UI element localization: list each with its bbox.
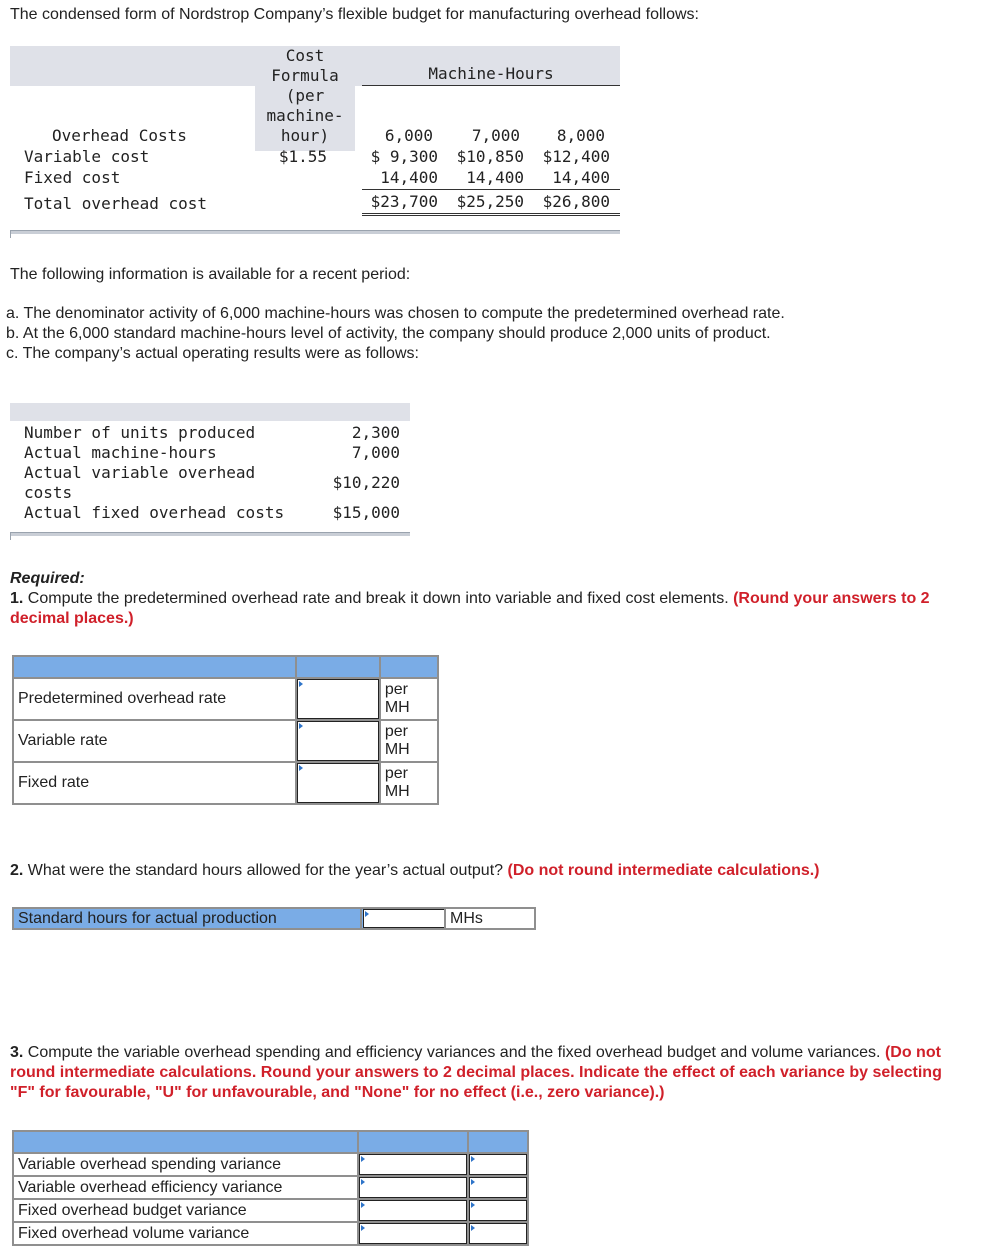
variable-rate-unit: per MH <box>380 720 438 762</box>
table-divider <box>10 230 620 234</box>
fixed-cost-8000: 14,400 <box>552 168 610 187</box>
standard-hours-unit: MHs <box>450 910 483 927</box>
total-overhead-label: Total overhead cost <box>24 194 208 213</box>
activity-7000: 7,000 <box>471 126 520 145</box>
variable-cost-6000: $ 9,300 <box>370 147 438 166</box>
standard-hours-input[interactable] <box>363 909 445 928</box>
total-overhead-7000: $25,250 <box>456 192 524 211</box>
standard-hours-label: Standard hours for actual production <box>14 909 364 928</box>
fixed-cost-7000: 14,400 <box>466 168 524 187</box>
fo-volume-amount-input[interactable] <box>359 1223 467 1244</box>
actual-variable-overhead-label: Actual variable overhead <box>24 463 256 482</box>
actual-divider <box>10 532 410 536</box>
vo-spending-amount-input[interactable] <box>359 1154 467 1175</box>
units-produced-label: Number of units produced <box>24 423 256 442</box>
predetermined-rate-unit: per MH <box>380 678 438 720</box>
q1-text: 1. Compute the predetermined overhead rate and break it down into variable and fixed cost elements. (Round your answers to 2 decimal places.) <box>10 590 930 627</box>
fixed-cost-6000: 14,400 <box>380 168 438 187</box>
fo-budget-effect-select[interactable] <box>469 1200 527 1221</box>
q3-answer-table <box>12 1130 529 1246</box>
actual-variable-overhead-label-cont: costs <box>24 483 73 502</box>
vo-efficiency-label: Variable overhead efficiency variance <box>13 1176 358 1199</box>
q2-answer-row <box>12 907 536 930</box>
actual-mh-value: 7,000 <box>351 443 400 462</box>
actual-results-table <box>10 403 410 528</box>
actual-variable-overhead-value: $10,220 <box>332 473 400 492</box>
q1-answer-table <box>12 655 439 805</box>
actual-fixed-overhead-value: $15,000 <box>332 503 400 522</box>
overhead-costs-heading: Overhead Costs <box>52 126 187 145</box>
info-item-c: c. The company’s actual operating results were as follows: <box>6 345 419 362</box>
fo-volume-label: Fixed overhead volume variance <box>13 1222 358 1245</box>
cost-formula-header: Cost Formula (per machine- hour) <box>255 46 355 151</box>
vo-efficiency-effect-select[interactable] <box>469 1177 527 1198</box>
variable-rate-label: Variable rate <box>13 720 296 762</box>
units-produced-value: 2,300 <box>351 423 400 442</box>
fixed-rate-input[interactable] <box>297 763 379 803</box>
fixed-cost-label: Fixed cost <box>24 168 121 187</box>
activity-6000: 6,000 <box>384 126 433 145</box>
fixed-rate-unit: per MH <box>380 762 438 804</box>
fo-budget-amount-input[interactable] <box>359 1200 467 1221</box>
total-overhead-6000: $23,700 <box>370 192 438 211</box>
variable-cost-8000: $12,400 <box>542 147 610 166</box>
variable-cost-label: Variable cost <box>24 147 150 166</box>
actual-header-band <box>10 403 410 421</box>
info-item-a: a. The denominator activity of 6,000 machine-hours was chosen to compute the predetermined overhead rate. <box>6 305 785 322</box>
intro-text: The condensed form of Nordstrop Company’s flexible budget for manufacturing overhead follows: <box>10 6 699 23</box>
vo-efficiency-amount-input[interactable] <box>359 1177 467 1198</box>
machine-hours-header: Machine-Hours <box>428 64 554 83</box>
flexible-budget-table <box>10 46 620 218</box>
vo-spending-effect-select[interactable] <box>469 1154 527 1175</box>
actual-mh-label: Actual machine-hours <box>24 443 217 462</box>
fo-budget-label: Fixed overhead budget variance <box>13 1199 358 1222</box>
predetermined-rate-label: Predetermined overhead rate <box>13 678 296 720</box>
fo-volume-effect-select[interactable] <box>469 1223 527 1244</box>
info-item-b: b. At the 6,000 standard machine-hours level of activity, the company should produce 2,000 units of product. <box>6 325 771 342</box>
q3-text: 3. Compute the variable overhead spending and efficiency variances and the fixed overhead budget and volume variances. (Do not round intermediate calculations. Round your answers to 2 decimal places. Indicate the effect of each variance by selecting "F" for favourable, "U" for unfavourable, and "None" for no effect (i.e., zero variance).) <box>10 1044 942 1101</box>
total-overhead-8000: $26,800 <box>542 192 610 211</box>
actual-fixed-overhead-label: Actual fixed overhead costs <box>24 503 285 522</box>
info-intro: The following information is available for a recent period: <box>10 266 411 283</box>
variable-rate-input[interactable] <box>297 721 379 761</box>
variable-cost-formula: $1.55 <box>278 147 327 166</box>
required-label: Required: <box>10 570 85 587</box>
variable-cost-7000: $10,850 <box>456 147 524 166</box>
fixed-rate-label: Fixed rate <box>13 762 296 804</box>
vo-spending-label: Variable overhead spending variance <box>13 1153 358 1176</box>
activity-8000: 8,000 <box>556 126 605 145</box>
predetermined-rate-input[interactable] <box>297 679 379 719</box>
q2-text: 2. What were the standard hours allowed for the year’s actual output? (Do not round intermediate calculations.) <box>10 862 820 879</box>
